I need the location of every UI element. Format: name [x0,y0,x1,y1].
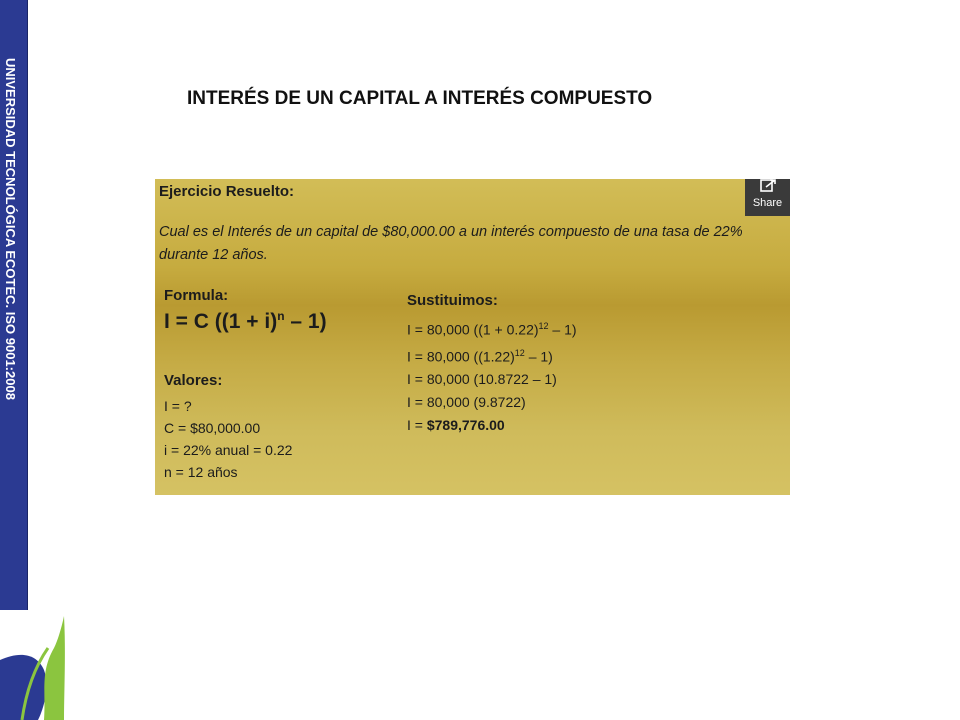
substitution-steps [407,315,577,437]
substitution-step-2 [407,342,577,369]
side-banner [0,0,28,610]
exercise-image [155,179,790,495]
step-1-end: – 1) [548,321,577,338]
step-1-exponent: 12 [538,321,549,331]
formula-label: Formula: [164,287,229,304]
slide-title: INTERÉS DE UN CAPITAL A INTERÉS COMPUESTO [187,88,653,109]
step-2-exponent: 12 [514,347,525,358]
step-5-prefix: I = [407,417,427,434]
value-item-i: I = ? [164,398,192,414]
substitution-step-3: I = 80,000 (10.8722 – 1) [407,371,557,388]
final-result: $789,776.00 [426,417,505,434]
substitution-step-1 [407,315,577,342]
exercise-question: Cual es el Interés de un capital de $80,000.00 a un interés compuesto de una tasa de 22% durante 12 años. [159,224,743,263]
share-button[interactable] [745,179,790,216]
formula [164,309,327,334]
university-name: UNIVERSIDAD TECNOLÓGICA ECOTEC. ISO 9001:2008 [3,58,18,400]
formula-exponent: n [277,309,285,323]
step-1-base: I = 80,000 ((1 + 0.22) [407,321,539,338]
exercise-title: Ejercicio Resuelto: [159,183,295,200]
substitution-label: Sustituimos: [407,292,498,309]
share-icon [758,179,778,193]
step-2-end: – 1) [524,348,553,365]
value-item-rate: i = 22% anual = 0.22 [164,442,293,458]
value-item-n: n = 12 años [164,464,238,480]
step-2-base: I = 80,000 ((1.22) [407,348,515,365]
substitution-step-5 [407,414,577,437]
formula-main: I = C ((1 + i) [164,310,278,333]
share-label: Share [752,197,783,209]
ecotec-leaf-logo [0,612,66,720]
values-label: Valores: [164,372,223,389]
substitution-step-4: I = 80,000 (9.8722) [407,394,526,411]
logo-green-leaf [44,616,65,720]
formula-end: – 1) [284,310,327,333]
values-list [164,395,292,483]
value-item-c: C = $80,000.00 [164,420,261,436]
